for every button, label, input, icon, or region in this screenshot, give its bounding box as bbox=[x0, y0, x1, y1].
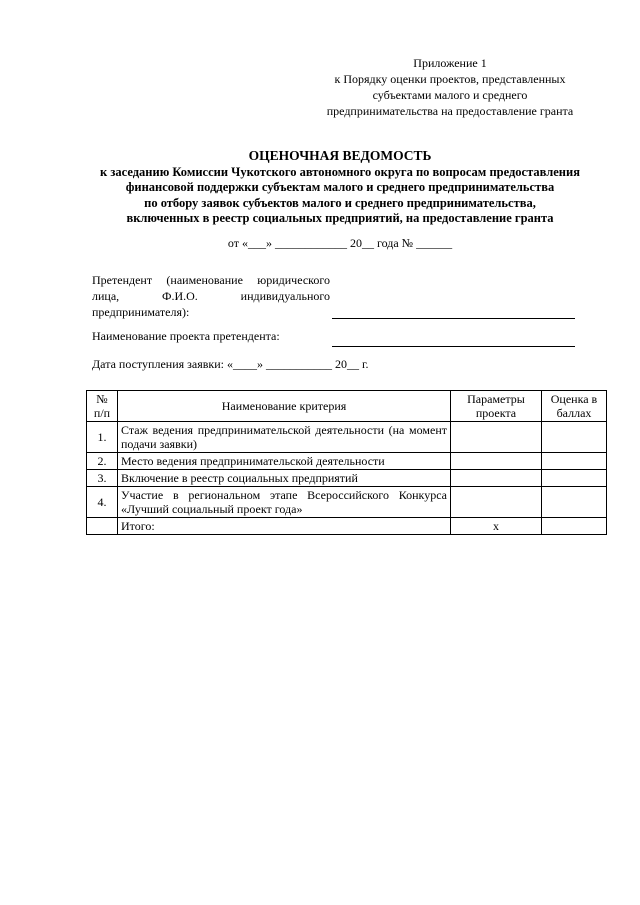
total-num bbox=[87, 518, 118, 535]
appendix-note bbox=[300, 55, 600, 119]
appendix-line-4: предпринимательства на предоставление гранта bbox=[326, 104, 574, 118]
row-params-cell[interactable] bbox=[451, 487, 542, 518]
application-date-label: Дата поступления заявки: «____» ___________ 20__ г. bbox=[92, 357, 369, 371]
header-criterion: Наименование критерия bbox=[118, 391, 451, 422]
total-label: Итого: bbox=[118, 518, 451, 535]
row-num: 3. bbox=[87, 470, 118, 487]
table-header-row bbox=[87, 391, 607, 422]
project-name-fill-line[interactable] bbox=[332, 346, 575, 347]
date-number-line: от «___» ____________ 20__ года № ______ bbox=[227, 236, 453, 250]
table-row bbox=[87, 487, 607, 518]
row-num: 2. bbox=[87, 453, 118, 470]
appendix-line-1: Приложение 1 bbox=[413, 56, 487, 70]
row-num: 1. bbox=[87, 422, 118, 453]
table-row bbox=[87, 453, 607, 470]
appendix-line-2: к Порядку оценки проектов, представленных bbox=[334, 72, 566, 86]
applicant-fill-line[interactable] bbox=[332, 318, 575, 319]
row-criterion: Стаж ведения предпринимательской деятельности (на момент подачи заявки) bbox=[118, 422, 451, 453]
row-criterion: Участие в региональном этапе Всероссийского Конкурса «Лучший социальный проект года» bbox=[118, 487, 451, 518]
header-params: Параметры проекта bbox=[451, 391, 542, 422]
row-num: 4. bbox=[87, 487, 118, 518]
row-params-cell[interactable] bbox=[451, 470, 542, 487]
row-score-cell[interactable] bbox=[542, 422, 607, 453]
row-criterion: Место ведения предпринимательской деятельности bbox=[118, 453, 451, 470]
row-score-cell[interactable] bbox=[542, 453, 607, 470]
title-line-2: финансовой поддержки субъектам малого и среднего предпринимательства bbox=[125, 180, 555, 194]
document-title bbox=[60, 148, 620, 227]
total-score-cell[interactable] bbox=[542, 518, 607, 535]
header-num: № п/п bbox=[87, 391, 118, 422]
row-criterion: Включение в реестр социальных предприятий bbox=[118, 470, 451, 487]
title-line-3: по отбору заявок субъектов малого и среднего предпринимательства, bbox=[144, 195, 536, 210]
title-line-1: к заседанию Комиссии Чукотского автономного округа по вопросам предоставления bbox=[100, 164, 580, 179]
appendix-line-3: субъектами малого и среднего bbox=[372, 88, 528, 102]
title-line-4: включенных в реестр социальных предприятий, на предоставление гранта bbox=[126, 211, 554, 225]
project-name-label: Наименование проекта претендента: bbox=[92, 329, 280, 343]
table-row bbox=[87, 470, 607, 487]
applicant-label: Претендент (наименование юридического лица, Ф.И.О. индивидуального предпринимателя): bbox=[92, 273, 330, 319]
table-row bbox=[87, 422, 607, 453]
row-score-cell[interactable] bbox=[542, 487, 607, 518]
row-params-cell[interactable] bbox=[451, 453, 542, 470]
total-params: x bbox=[451, 518, 542, 535]
title-main: ОЦЕНОЧНАЯ ВЕДОМОСТЬ bbox=[248, 148, 432, 163]
row-params-cell[interactable] bbox=[451, 422, 542, 453]
table-total-row bbox=[87, 518, 607, 535]
criteria-table bbox=[86, 390, 607, 535]
header-score: Оценка в баллах bbox=[542, 391, 607, 422]
row-score-cell[interactable] bbox=[542, 470, 607, 487]
